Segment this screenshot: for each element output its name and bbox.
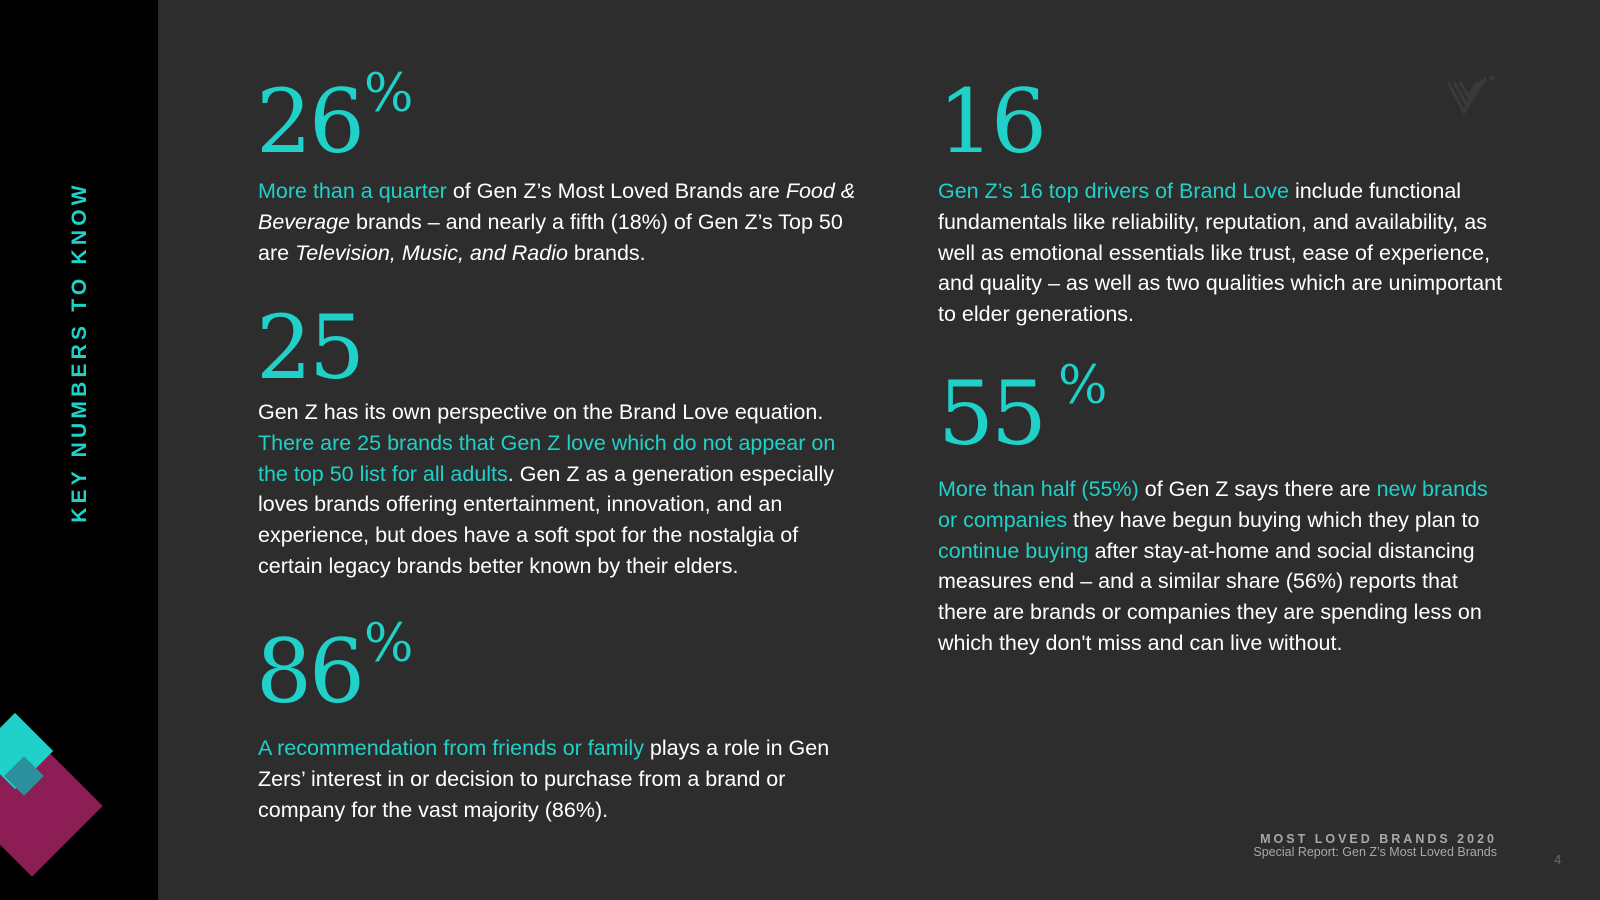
stat-description-26 bbox=[258, 176, 858, 268]
brand-logo-icon bbox=[1446, 74, 1496, 118]
stat-value: 55 bbox=[938, 362, 1044, 465]
stat-number-16 bbox=[938, 70, 1044, 173]
stat-number-25 bbox=[256, 296, 362, 399]
italic-text: Food & Beverage bbox=[258, 179, 856, 234]
highlight-text: There are 25 brands that Gen Z love which do not appear on the top 50 list for all adults bbox=[258, 430, 836, 486]
body-text: plays a role in Gen Zers’ interest in or decision to purchase from a brand or company for the vast majority (86%). bbox=[258, 736, 830, 822]
stat-description-86 bbox=[258, 733, 838, 825]
stat-value: 86 bbox=[256, 620, 362, 723]
body-text: of Gen Z’s Most Loved Brands are bbox=[446, 179, 786, 203]
body-text: brands – and nearly a fifth (18%) of Gen Z’s Top 50 are bbox=[258, 209, 843, 265]
stat-suffix: % bbox=[1057, 356, 1108, 416]
stat-number-55 bbox=[938, 356, 1108, 465]
body-text: Gen Z has its own perspective on the Brand Love equation. bbox=[258, 400, 824, 424]
highlight-text: Gen Z’s 16 top drivers of Brand Love bbox=[938, 179, 1289, 203]
stat-suffix: % bbox=[363, 614, 414, 674]
italic-text: Television, Music, and Radio bbox=[295, 240, 568, 265]
highlight-text: continue buying bbox=[938, 538, 1089, 563]
highlight-text: new brands or companies bbox=[938, 477, 1488, 532]
body-text: include functional fundamentals like reliability, reputation, and availability, as well as emotional essentials like trust, ease of experience, and quality – as well as two qualities which are unimportant to elder generations. bbox=[938, 179, 1503, 327]
stat-value: 26 bbox=[256, 70, 362, 173]
body-text: they have begun buying which they plan to bbox=[1067, 507, 1480, 532]
body-text: . Gen Z as a generation especially loves brands offering entertainment, innovation, and an experience, but does have a soft spot for the nostalgia of certain legacy brands better known by their elders. bbox=[258, 461, 835, 578]
stat-description-16 bbox=[938, 176, 1518, 330]
stat-description-25 bbox=[258, 397, 863, 582]
body-text: of Gen Z says there are bbox=[1138, 477, 1377, 501]
stat-value: 25 bbox=[256, 296, 362, 399]
stat-description-55 bbox=[938, 474, 1508, 659]
highlight-text: More than half (55%) bbox=[938, 477, 1139, 501]
footer-report-subtitle: Special Report: Gen Z’s Most Loved Brands bbox=[1253, 845, 1497, 859]
body-text: after stay-at-home and social distancing measures end – and a similar share (56%) reports that there are brands or companies they are spending less on which they don't miss and can live without. bbox=[938, 538, 1482, 655]
page-number: 4 bbox=[1554, 852, 1562, 867]
stat-number-86 bbox=[256, 614, 414, 723]
stat-value: 16 bbox=[938, 70, 1044, 173]
highlight-text: More than a quarter bbox=[258, 179, 447, 203]
sidebar-title: KEY NUMBERS TO KNOW bbox=[68, 181, 91, 523]
stat-number-26 bbox=[256, 64, 414, 173]
stat-suffix: % bbox=[363, 64, 414, 124]
highlight-text: A recommendation from friends or family bbox=[258, 736, 644, 760]
body-text: brands. bbox=[567, 240, 646, 265]
footer-report-title: MOST LOVED BRANDS 2020 bbox=[1260, 832, 1497, 846]
sidebar bbox=[0, 0, 158, 900]
